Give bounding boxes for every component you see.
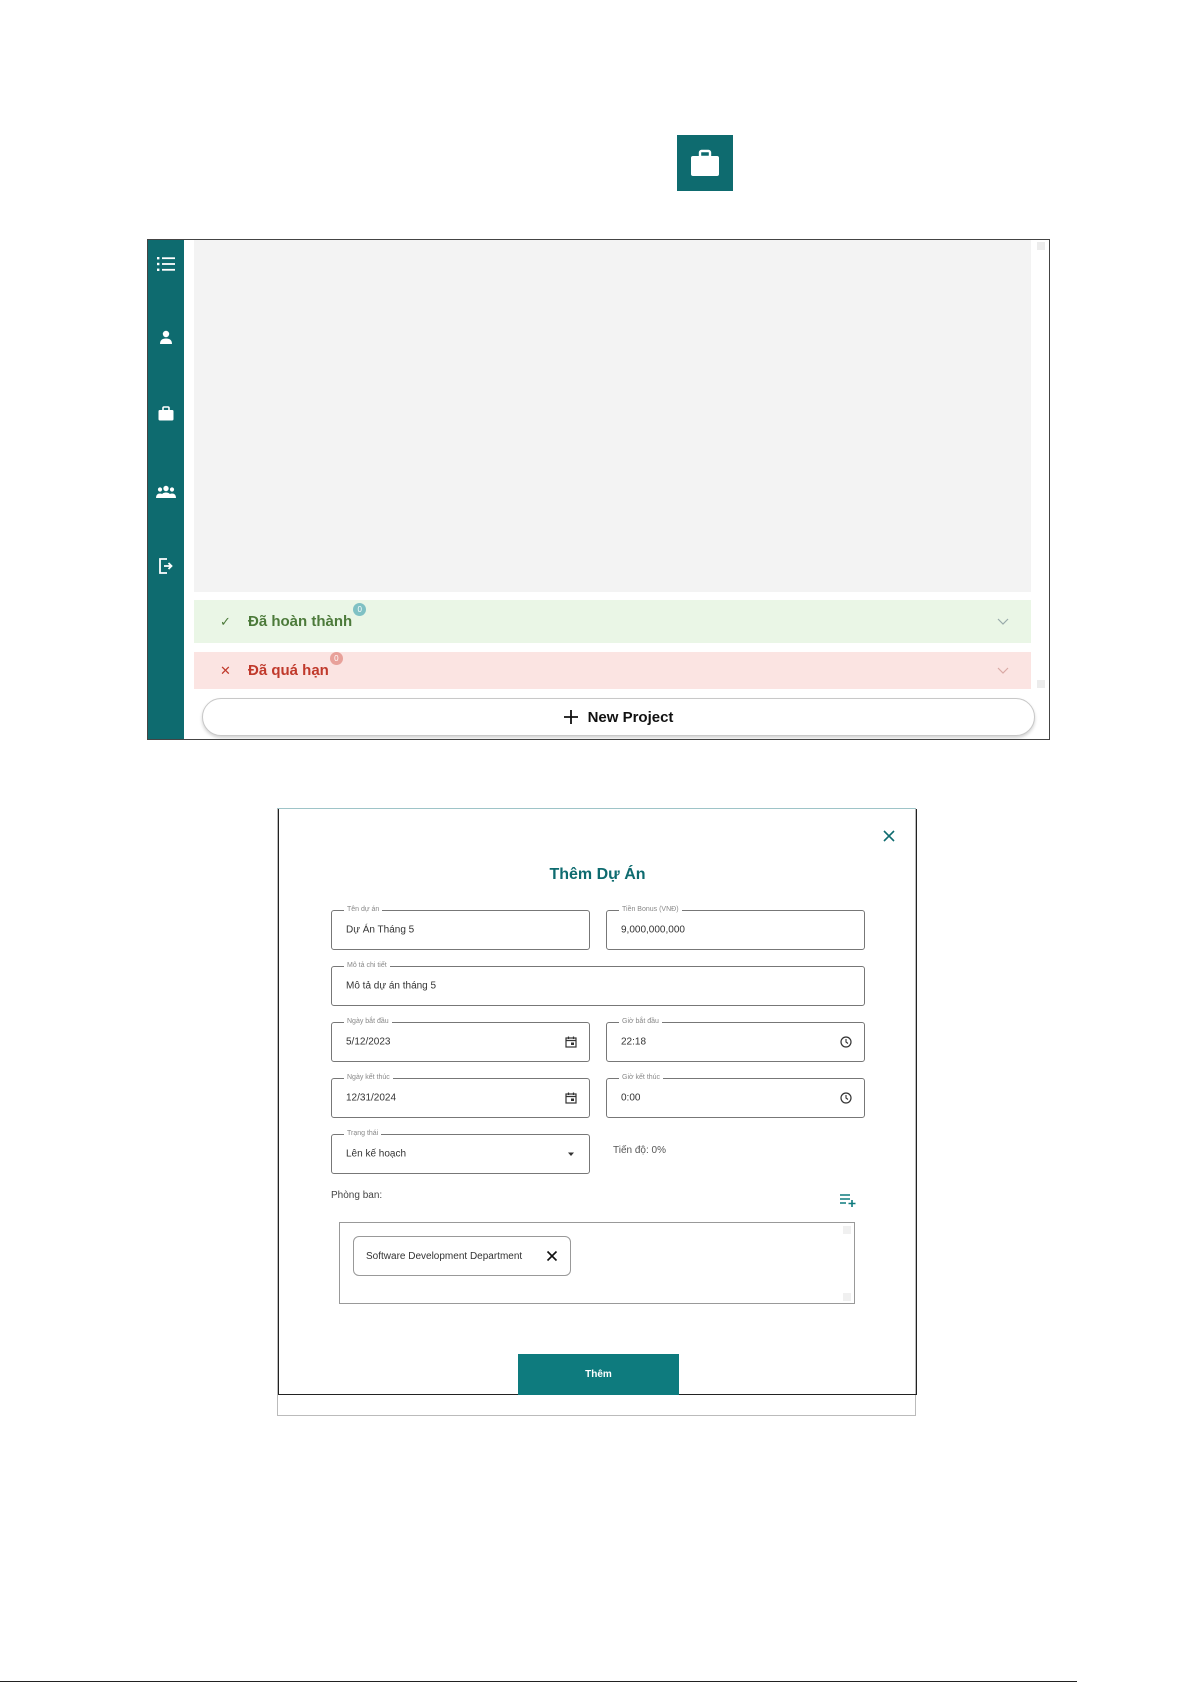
- department-chip-label: Software Development Department: [366, 1250, 523, 1262]
- bonus-value: 9,000,000,000: [621, 924, 685, 936]
- chevron-down-icon[interactable]: [997, 667, 1009, 675]
- calendar-icon[interactable]: [565, 1036, 577, 1048]
- bonus-label: Tiền Bonus (VNĐ): [619, 905, 682, 915]
- chevron-down-icon[interactable]: [997, 618, 1009, 626]
- clock-icon[interactable]: [840, 1092, 852, 1104]
- sidebar-item-profile[interactable]: [156, 327, 176, 347]
- end-time-value: 0:00: [621, 1092, 641, 1104]
- sidebar: [148, 240, 184, 739]
- overdue-title: [248, 654, 339, 679]
- sidebar-item-projects[interactable]: [156, 403, 176, 423]
- calendar-icon[interactable]: [565, 1092, 577, 1104]
- project-name-label: Tên dự án: [344, 905, 382, 915]
- sidebar-item-logout[interactable]: [156, 556, 176, 576]
- status-select[interactable]: [331, 1130, 590, 1174]
- project-dashboard: [147, 239, 1050, 740]
- start-time-field[interactable]: [606, 1018, 865, 1062]
- group-icon: [156, 485, 176, 498]
- scrollbar-thumb[interactable]: [1037, 680, 1045, 688]
- list-scrollbar-up[interactable]: [843, 1226, 851, 1234]
- add-project-dialog-screenshot: [277, 808, 916, 1416]
- logout-icon: [158, 558, 174, 574]
- briefcase-icon: [690, 149, 720, 177]
- completed-title: [248, 605, 362, 630]
- bonus-field[interactable]: [606, 906, 865, 950]
- completed-title-text: Đã hoàn thành: [248, 613, 353, 630]
- end-date-field[interactable]: [331, 1074, 590, 1118]
- check-icon: ✓: [220, 613, 231, 629]
- add-project-dialog: [278, 809, 917, 1395]
- end-time-label: Giờ kết thúc: [619, 1073, 663, 1083]
- end-date-value: 12/31/2024: [346, 1092, 397, 1104]
- end-date-label: Ngày kết thúc: [344, 1073, 393, 1083]
- overdue-count-badge: 0: [330, 652, 343, 665]
- sidebar-item-list[interactable]: [156, 254, 176, 274]
- project-list-area: [194, 240, 1031, 592]
- completed-section[interactable]: [194, 600, 1031, 643]
- start-date-value: 5/12/2023: [346, 1036, 391, 1048]
- briefcase-icon: [158, 406, 174, 421]
- description-label: Mô tả chi tiết: [344, 961, 390, 971]
- list-scrollbar-down[interactable]: [843, 1293, 851, 1301]
- department-label: Phòng ban:: [331, 1190, 383, 1201]
- submit-button[interactable]: Thêm: [518, 1354, 679, 1395]
- sidebar-item-teams[interactable]: [156, 481, 176, 501]
- overdue-section[interactable]: [194, 652, 1031, 689]
- close-icon: ✕: [220, 662, 231, 678]
- start-date-field[interactable]: [331, 1018, 590, 1062]
- completed-count-badge: 0: [353, 603, 366, 616]
- playlist-add-icon[interactable]: [840, 1193, 856, 1207]
- page-footer-rule: [0, 1681, 1077, 1682]
- close-icon[interactable]: [882, 829, 896, 843]
- new-project-button[interactable]: [202, 698, 1035, 736]
- description-field[interactable]: [331, 962, 865, 1006]
- description-value: Mô tả dự án tháng 5: [346, 980, 437, 992]
- dialog-title: Thêm Dự Án: [549, 866, 646, 883]
- project-name-field[interactable]: [331, 906, 590, 950]
- status-label: Trạng thái: [344, 1129, 381, 1139]
- caret-down-icon[interactable]: [565, 1148, 577, 1160]
- person-icon: [159, 330, 173, 344]
- project-name-value: Dự Án Tháng 5: [346, 924, 415, 936]
- department-chip: [353, 1236, 571, 1276]
- status-value: Lên kế hoạch: [346, 1148, 407, 1160]
- plus-icon: [564, 710, 578, 724]
- new-project-label: New Project: [587, 708, 674, 726]
- start-time-value: 22:18: [621, 1036, 647, 1048]
- progress-text: Tiến độ: 0%: [613, 1145, 666, 1156]
- list-icon: [157, 256, 175, 272]
- overdue-title-text: Đã quá hạn: [248, 662, 329, 679]
- start-time-label: Giờ bắt đầu: [619, 1017, 662, 1027]
- briefcase-badge: [677, 135, 733, 191]
- end-time-field[interactable]: [606, 1074, 865, 1118]
- department-list: [339, 1222, 855, 1304]
- start-date-label: Ngày bắt đầu: [344, 1017, 392, 1027]
- scrollbar-up[interactable]: [1037, 242, 1045, 250]
- remove-icon[interactable]: [546, 1250, 558, 1262]
- clock-icon[interactable]: [840, 1036, 852, 1048]
